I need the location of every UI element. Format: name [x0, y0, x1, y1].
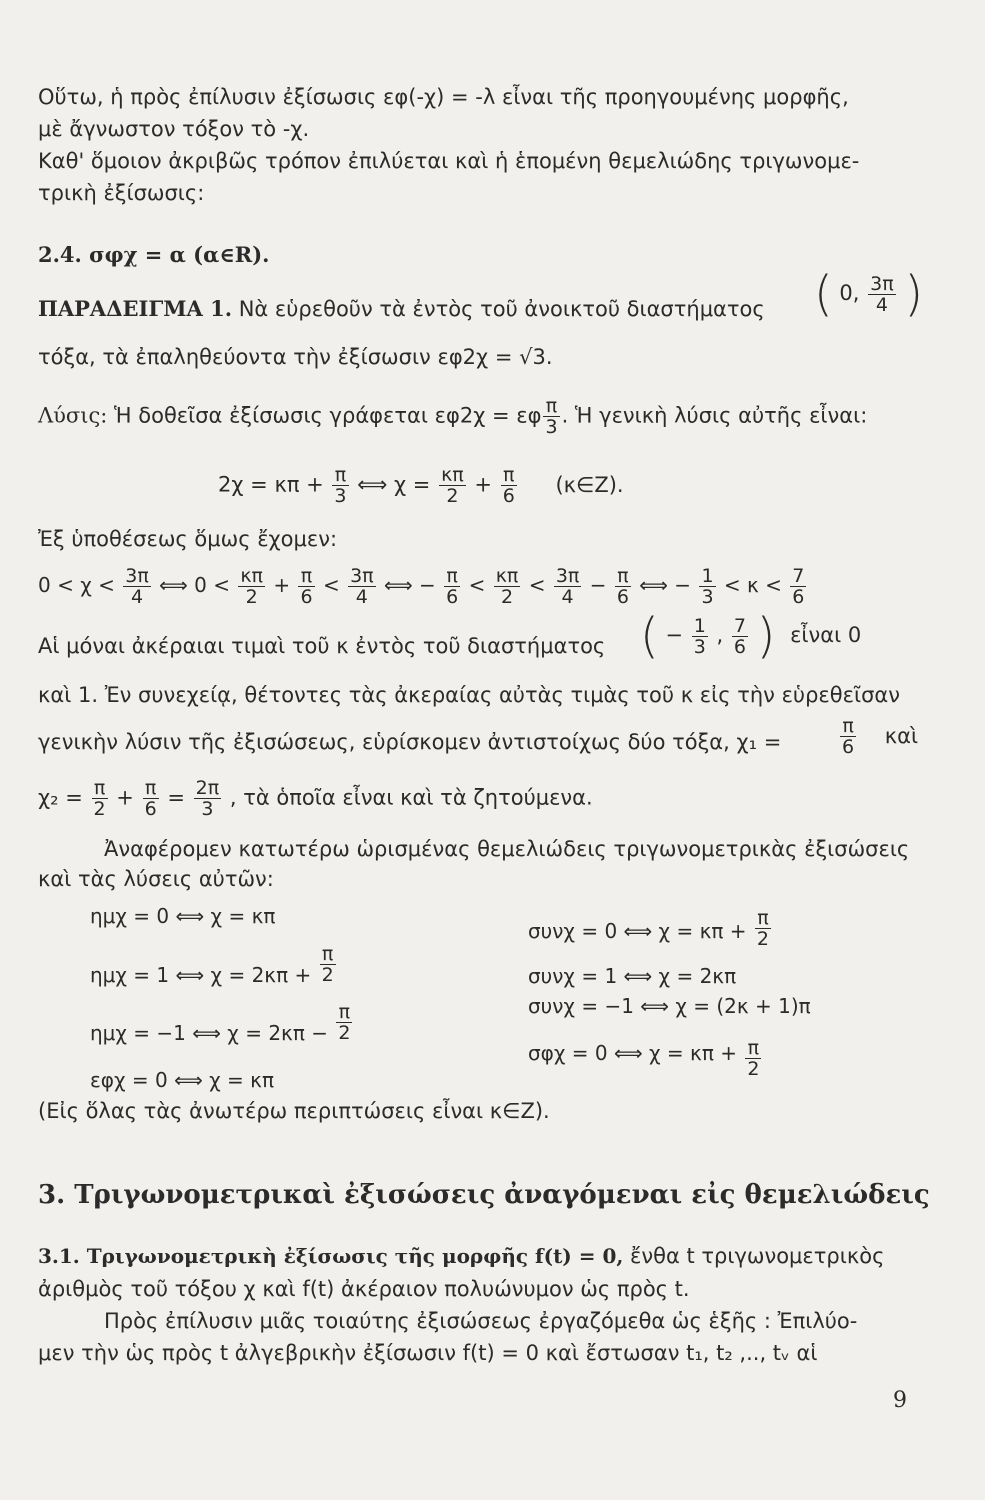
text-line: μὲ ἄγνωστον τόξον τὸ -χ.	[38, 117, 310, 141]
equation-row: εφχ = 0 ⟺ χ = κπ	[90, 1068, 274, 1092]
subsection-heading-line: 3.1. Τριγωνομετρικὴ ἐξίσωσις τῆς μορφῆς f(t) = 0, ἔνθα t τριγωνομετρικὸς	[38, 1244, 885, 1268]
general-solution-equation: 2χ = κπ + $\frac{\pi}{3}$ ⟺ χ = $\frac{\kappa\pi}{2}$ + $\frac{\pi}{6}$ (κ∈Z).	[218, 464, 624, 507]
x1-fraction: $\frac{\pi}{6}$ καὶ	[842, 715, 919, 758]
inequality-chain: 0 < χ < $\frac{3\pi}{4}$ ⟺ 0 < $\frac{\kappa\pi}{2}$ + $\frac{\pi}{6}$ < $\frac{3\pi}{4}$ ⟺ − $\frac{\pi}{6}$ < $\frac{\kappa\pi}{2}$ < $\frac{3\pi}{4}$ − $\frac{\pi}{6}$ ⟺ − $\frac{1}{3}$ < κ < $\frac{7}{6}$	[38, 565, 805, 608]
interval-expression: ( − $\frac{1}{3}$ , $\frac{7}{6}$ ) εἶναι 0	[640, 608, 862, 664]
equation-row: ημχ = 0 ⟺ χ = κπ	[90, 904, 276, 928]
equation-row: συνχ = −1 ⟺ χ = (2κ + 1)π	[528, 994, 811, 1018]
subsection-heading: 2.4. σφχ = α (α∈R).	[38, 242, 270, 267]
solution-label: Λύσις:	[38, 403, 108, 428]
solution-line: Λύσις: Ἡ δοθεῖσα ἐξίσωσις γράφεται εφ2χ = εφ $\frac{\pi}{3}$ . Ἡ γενικὴ λύσις αὐτῆς εἶναι:	[38, 395, 868, 438]
text-line: μεν τὴν ὡς πρὸς t ἀλγεβρικὴν ἐξίσωσιν f(t) = 0 καὶ ἔστωσαν t₁, t₂ ,.., tᵥ αἱ	[38, 1341, 818, 1365]
fraction: $\frac{\pi}{3}$	[545, 395, 558, 438]
example-heading: ΠΑΡΑΔΕΙΓΜΑ 1.	[38, 296, 233, 321]
x2-equation: χ₂ = $\frac{\pi}{2}$ + $\frac{\pi}{6}$ = $\frac{2\pi}{3}$ , τὰ ὁποῖα εἶναι καὶ τὰ ζητούμενα.	[38, 777, 593, 820]
equation-row: σφχ = 0 ⟺ χ = κπ + $\frac{\pi}{2}$	[528, 1037, 760, 1080]
page-number: 9	[893, 1388, 907, 1413]
paren-close: )	[904, 266, 924, 322]
text-line: καὶ 1. Ἐν συνεχείᾳ, θέτοντες τὰς ἀκεραίας αὐτὰς τιμὰς τοῦ κ εἰς τὴν εὑρεθεῖσαν	[38, 683, 900, 707]
fraction: $\frac{\pi}{6}$	[502, 464, 515, 507]
text-line: ἀριθμὸς τοῦ τόξου χ καὶ f(t) ἀκέραιον πολυώνυμον ὡς πρὸς t.	[38, 1277, 690, 1301]
text-line: (Εἰς ὅλας τὰς ἀνωτέρω περιπτώσεις εἶναι κ∈Z).	[38, 1099, 550, 1123]
equation-row: συνχ = 0 ⟺ χ = κπ + $\frac{\pi}{2}$	[528, 907, 769, 950]
text-line: τρικὴ ἐξίσωσις:	[38, 181, 205, 205]
fraction: $\frac{\pi}{3}$	[334, 464, 347, 507]
interval-expression	[814, 266, 924, 322]
text-line: τόξα, τὰ ἐπαληθεύοντα τὴν ἐξίσωσιν εφ2χ = √3.	[38, 345, 553, 369]
paren-open: (	[814, 266, 833, 322]
text-line: Πρὸς ἐπίλυσιν μιᾶς τοιαύτης ἐξισώσεως ἐργαζόμεθα ὡς ἑξῆς : Ἐπιλύο-	[104, 1309, 858, 1333]
text-line: γενικὴν λύσιν τῆς ἐξισώσεως, εὑρίσκομεν ἀντιστοίχως δύο τόξα, χ₁ =	[38, 730, 782, 754]
text-line: Ἀναφέρομεν κατωτέρω ὡρισμένας θεμελιώδεις τριγωνομετρικὰς ἐξισώσεις	[104, 837, 910, 861]
integer-values-line: Αἱ μόναι ἀκέραιαι τιμαὶ τοῦ κ ἐντὸς τοῦ διαστήματος	[38, 634, 606, 658]
text-line: Καθ' ὅμοιον ἀκριβῶς τρόπον ἐπιλύεται καὶ ἡ ἑπομένη θεμελιώδης τριγωνομε-	[38, 149, 860, 173]
example-text: Νὰ εὑρεθοῦν τὰ ἐντὸς τοῦ ἀνοικτοῦ διαστήματος	[238, 297, 765, 321]
text-line: Ἐξ ὑποθέσεως ὅμως ἔχομεν:	[38, 527, 338, 551]
equation-row: ημχ = −1 ⟺ χ = 2κπ − $\frac{\pi}{2}$	[90, 1001, 351, 1045]
text-line: Οὕτω, ἡ πρὸς ἐπίλυσιν ἐξίσωσις εφ(-χ) = -λ εἶναι τῆς προηγουμένης μορφῆς,	[38, 85, 849, 109]
subsection-heading: 3.1. Τριγωνομετρικὴ ἐξίσωσις τῆς μορφῆς f(t) = 0,	[38, 1244, 624, 1268]
interval-zero: 0,	[839, 281, 860, 305]
equation-row: συνχ = 1 ⟺ χ = 2κπ	[528, 964, 737, 988]
equation-row: ημχ = 1 ⟺ χ = 2κπ + $\frac{\pi}{2}$	[90, 943, 334, 987]
text-line: καὶ τὰς λύσεις αὐτῶν:	[38, 867, 274, 891]
example-line	[38, 296, 765, 321]
fraction: $\frac{\kappa\pi}{2}$	[441, 464, 464, 507]
section-heading: 3. Τριγωνομετρικαὶ ἐξισώσεις ἀναγόμεναι εἰς θεμελιώδεις	[38, 1180, 930, 1210]
fraction: $\frac{3\pi}{4}$	[870, 272, 894, 316]
